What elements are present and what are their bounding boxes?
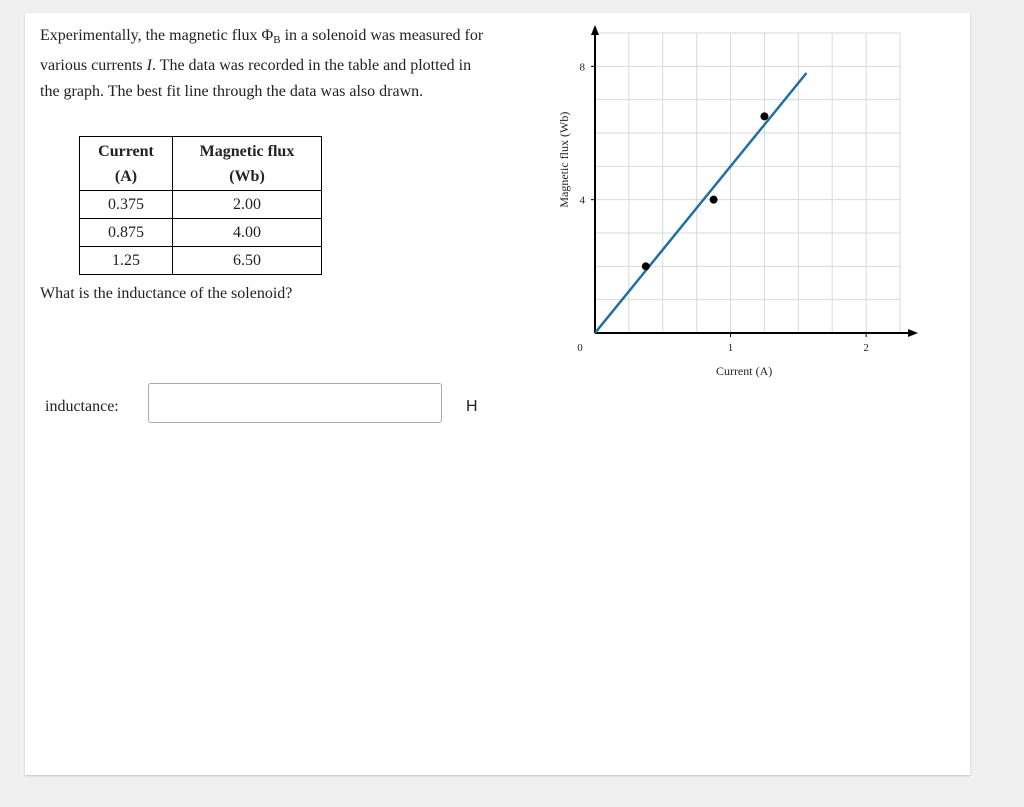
table-header-row (80, 137, 322, 191)
x-tick-label: 2 (863, 342, 869, 354)
header-flux-name: Magnetic flux (199, 142, 295, 160)
data-point (710, 196, 718, 204)
table-row (80, 191, 322, 219)
header-flux-unit: (Wb) (229, 167, 265, 185)
question-card (25, 13, 970, 775)
y-axis-arrow (591, 25, 599, 35)
cell-current: 1.25 (80, 247, 173, 275)
data-points (642, 112, 769, 270)
x-axis-label: Current (A) (715, 364, 773, 378)
cell-flux: 4.00 (173, 219, 322, 247)
problem-text-part: in a solenoid was measured for various currents (40, 27, 484, 74)
question-text: What is the inductance of the solenoid? (40, 285, 293, 302)
problem-text-part: . The data was recorded in the table and plotted in the graph. The best fit line through the data was also drawn. (40, 57, 472, 100)
table-row (80, 247, 322, 275)
cell-current: 0.875 (80, 219, 173, 247)
x-axis-arrow (908, 329, 918, 337)
header-current (80, 137, 173, 191)
y-axis-label: Magnetic flux (Wb) (557, 111, 571, 208)
fit-line-layer (595, 73, 806, 333)
axis-labels (557, 61, 869, 378)
grid (595, 33, 900, 333)
header-flux (173, 137, 322, 191)
answer-label: inductance: (45, 398, 119, 415)
table-row (80, 219, 322, 247)
problem-statement (40, 23, 490, 105)
flux-subscript: B (273, 34, 281, 46)
header-current-unit: (A) (114, 167, 138, 185)
data-point (642, 262, 650, 270)
x-tick-label: 1 (727, 342, 734, 354)
cell-flux: 2.00 (173, 191, 322, 219)
y-tick-label: 4 (579, 194, 585, 207)
cell-flux: 6.50 (173, 247, 322, 275)
inductance-input[interactable] (148, 383, 442, 423)
header-current-name: Current (98, 142, 154, 160)
data-point (760, 112, 768, 120)
answer-unit: H (466, 398, 478, 415)
problem-text-part: Experimentally, the magnetic flux Φ (40, 27, 274, 44)
data-table (79, 136, 322, 275)
y-tick-label: 8 (579, 61, 585, 74)
flux-current-graph (545, 18, 945, 383)
cell-current: 0.375 (80, 191, 173, 219)
best-fit-line (595, 73, 806, 333)
current-symbol: I (146, 57, 152, 74)
origin-label: 0 (577, 342, 583, 354)
axes (591, 25, 918, 337)
